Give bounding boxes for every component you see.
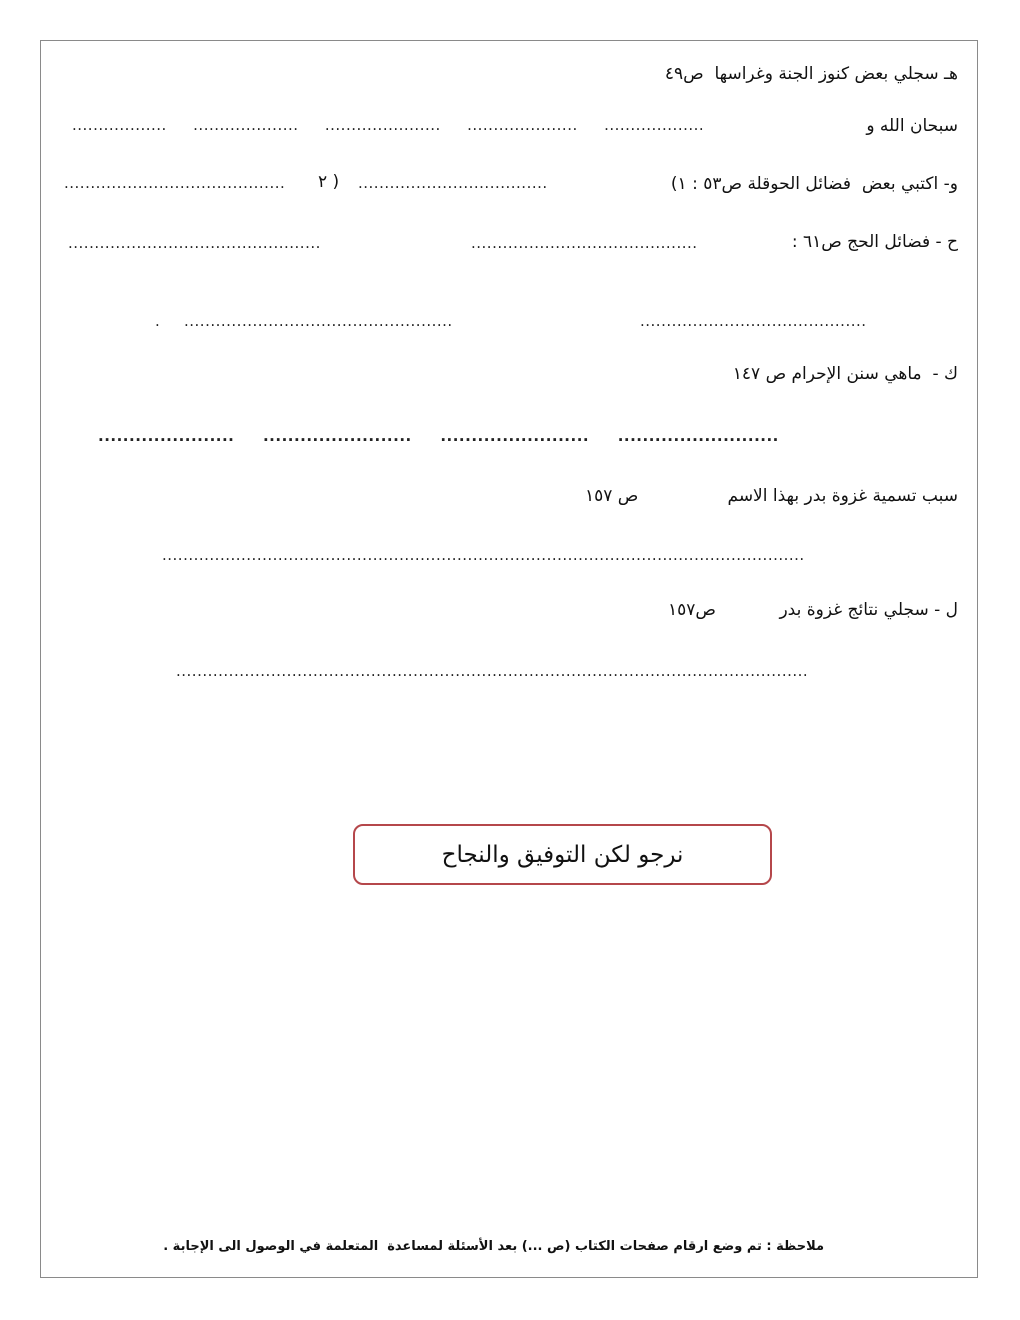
question-w-answer-2-dots[interactable]: .......................................... [64,174,286,192]
good-luck-text: نرجو لكن التوفيق والنجاح [441,841,684,868]
question-badr-name-page: ص ١٥٧ [585,486,639,506]
question-hajj-answer-4-dots[interactable]: ................................................... [184,312,453,330]
question-w-answer-1-dots[interactable]: .................................... [358,174,548,192]
question-w-marker-2: ٢ ) [318,172,340,192]
question-badr-name-label: سبب تسمية غزوة بدر بهذا الاسم [727,486,958,506]
question-badr-name-answer-dots[interactable]: .......................................................................................................................... [162,546,805,564]
question-ihram-label: ك - ماهي سنن الإحرام ص ١٤٧ [732,364,958,384]
question-hajj-label: ح - فضائل الحج ص٦١ : [791,232,958,252]
question-hajj-answer-3-dots[interactable]: ........................................... [640,312,867,330]
good-luck-box [353,824,772,885]
question-w-label: و- اكتبي بعض فضائل الحوقلة ص٥٣ : ١) [670,174,958,194]
question-hajj-answer-2-dots[interactable]: ................................................ [68,234,321,252]
question-hajj-period: . [155,312,161,330]
question-badr-results-answer-dots[interactable]: ........................................................................................................................ [176,662,809,680]
question-h-answer-dots[interactable]: .................. .................... ...................... ..................... ................... [72,116,705,134]
footer-note: ملاحظة : تم وضع ارقام صفحات الكتاب (ص ...) بعد الأسئلة لمساعدة المتعلمة في الوصول الى الإجابة . [163,1239,824,1254]
question-h-prefix: سبحان الله و [866,116,958,136]
question-badr-results-page: ص١٥٧ [668,600,716,620]
page-border [40,40,978,1278]
question-badr-results-label: ل - سجلي نتائج غزوة بدر [779,600,958,620]
question-h-title: هـ سجلي بعض كنوز الجنة وغراسها ص٤٩ [664,64,958,84]
question-hajj-answer-1-dots[interactable]: ........................................... [471,234,698,252]
question-ihram-answer-dots[interactable]: ...................... ........................ ........................ .......................... [98,427,779,445]
